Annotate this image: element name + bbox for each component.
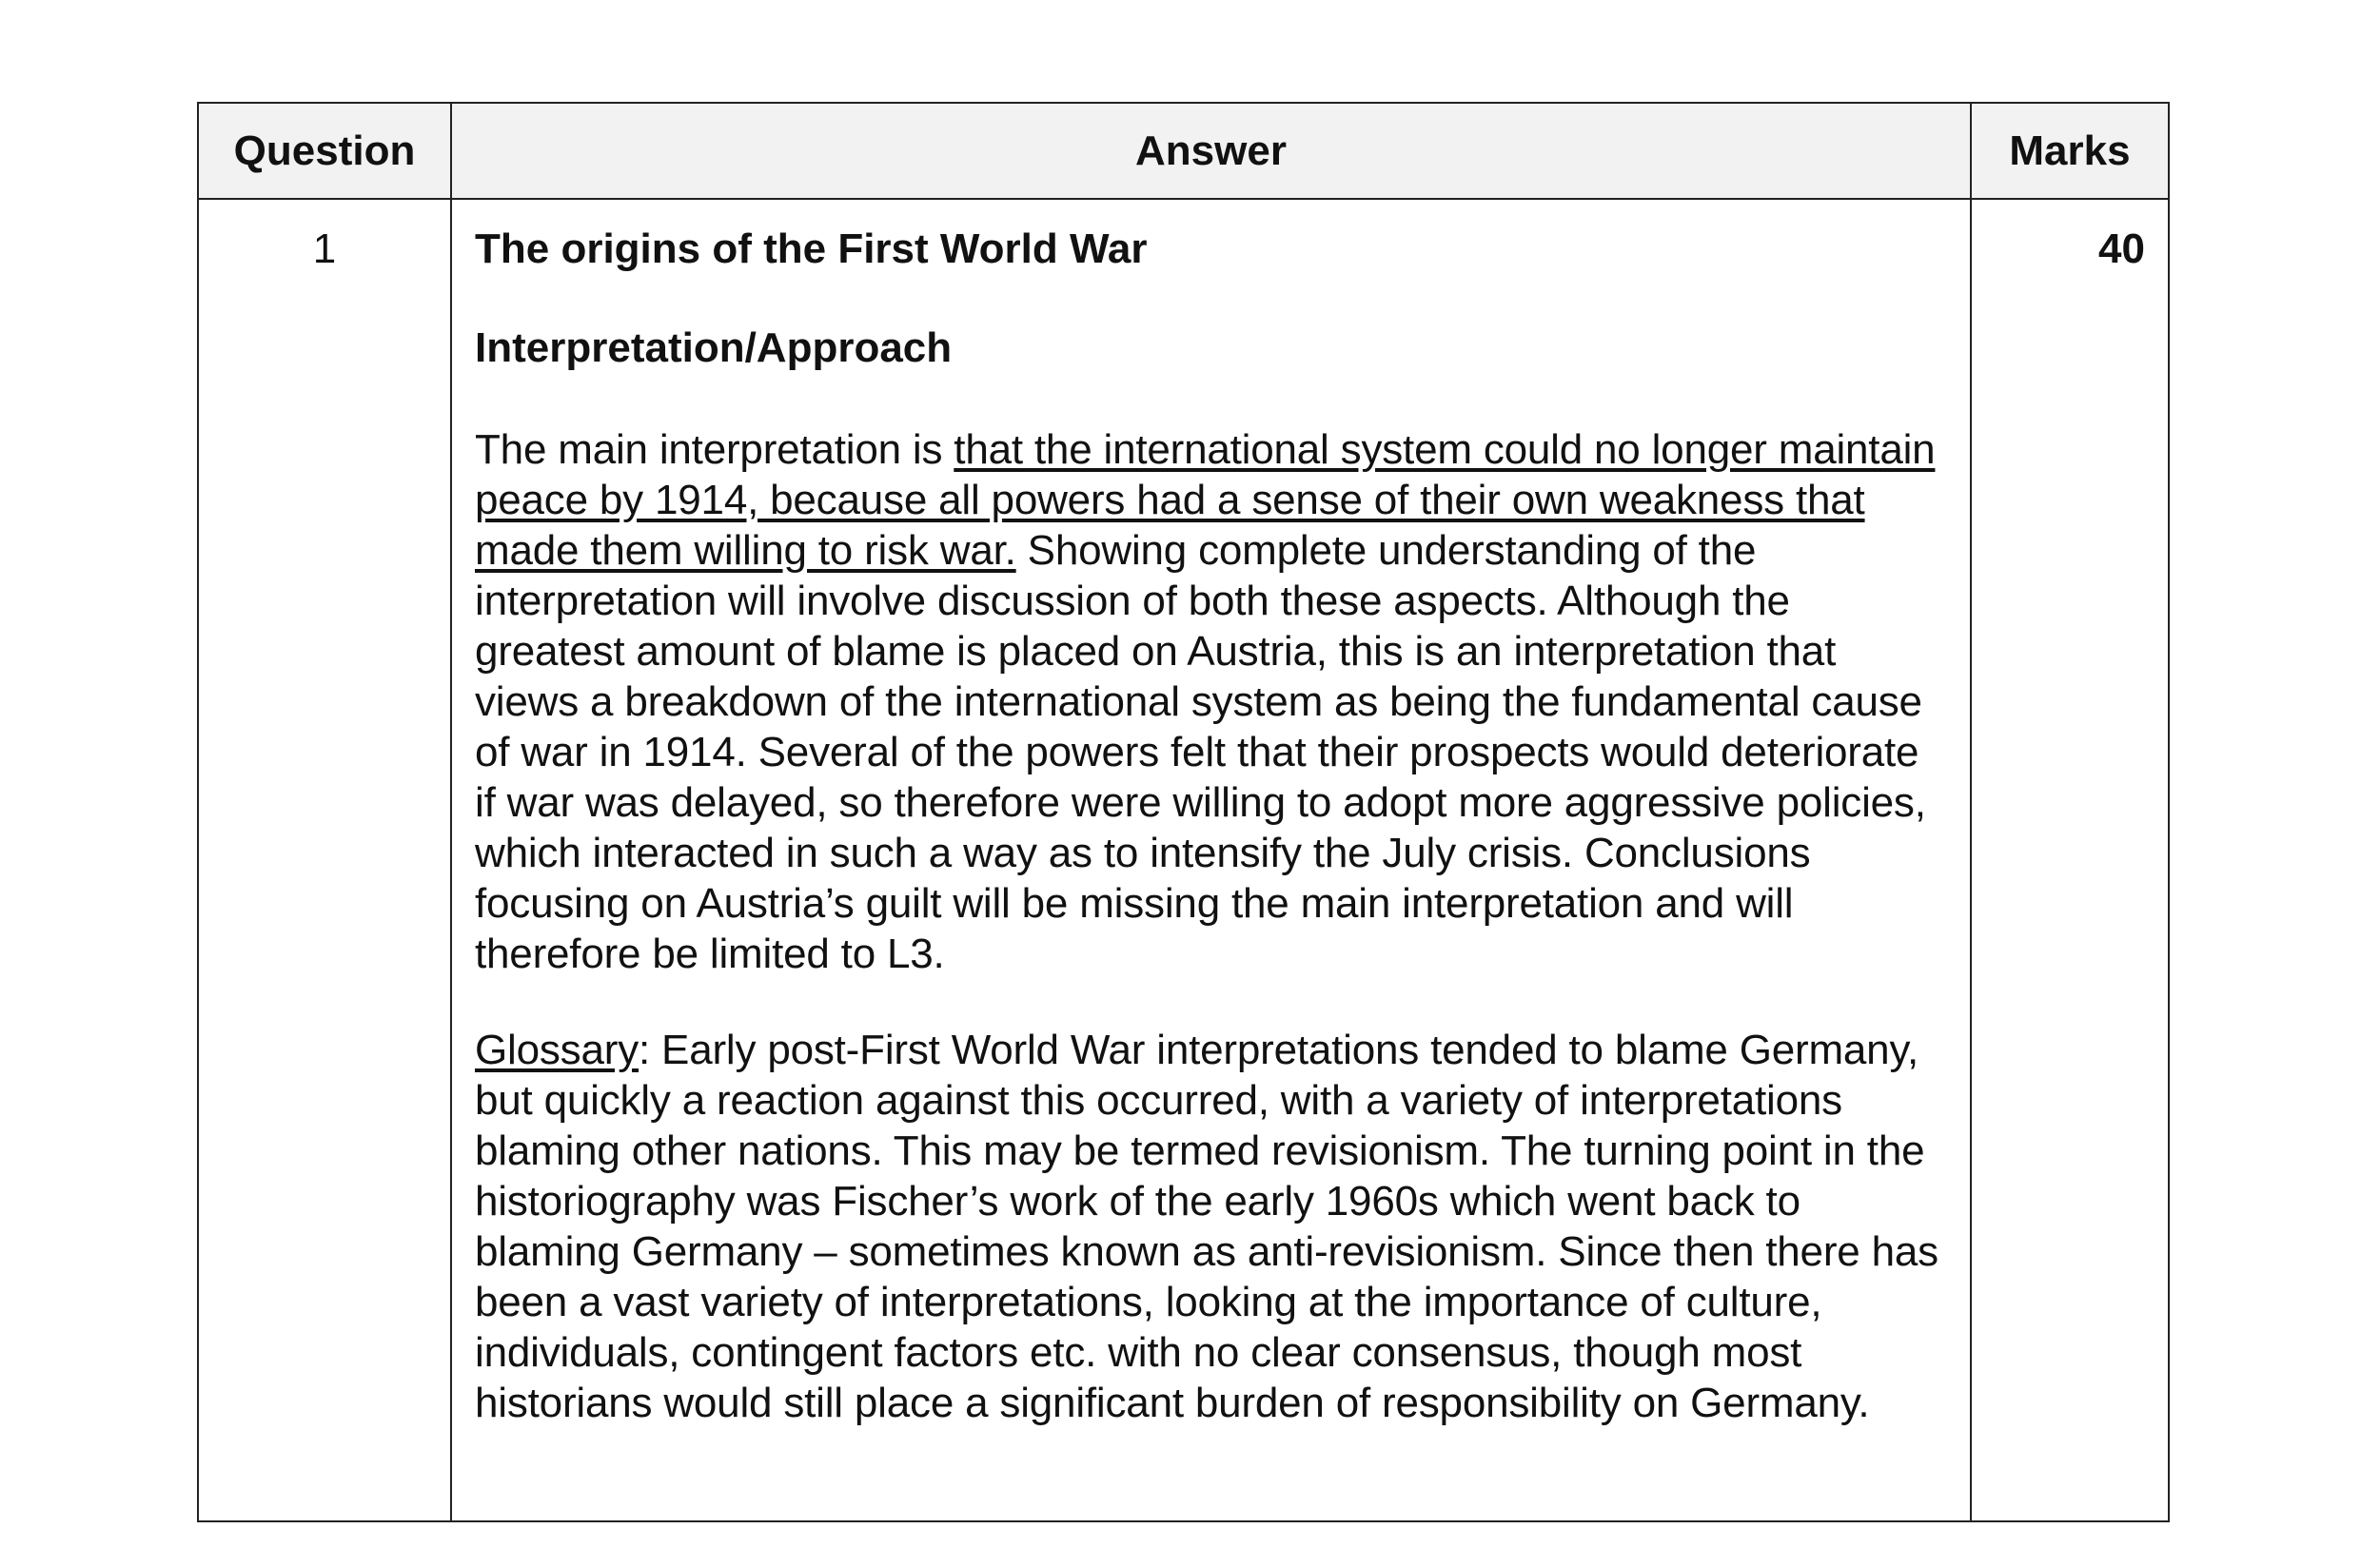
interpretation-underlined: that the international system could no longer maintain peace by 1914, because all powers had a sense of their own weakness that made them willing to risk war. <box>475 426 1936 574</box>
answer-cell <box>451 199 1971 1521</box>
table-row <box>198 199 2169 1521</box>
mark-scheme-table <box>197 102 2170 1522</box>
answer-subheading: Interpretation/Approach <box>475 324 953 371</box>
header-marks: Marks <box>1971 103 2169 199</box>
marks-value: 40 <box>2098 225 2145 272</box>
question-cell <box>198 199 451 1521</box>
question-number: 1 <box>312 225 337 272</box>
table-header-row <box>198 103 2169 199</box>
glossary-label: Glossary <box>475 1027 639 1073</box>
glossary-text: : Early post-First World War interpretations tended to blame Germany, but quickly a reaction against this occurred, with a variety of interpretations blaming other nations. This may be termed revisionism. The turning point in the historiography was Fischer’s work of the early 1960s which went back to blaming Germany – sometimes known as anti-revisionism. Since then there has been a vast variety of interpretations, looking at the importance of culture, individuals, contingent factors etc. with no clear consensus, though most historians would still place a significant burden of responsibility on Germany. <box>475 1027 1938 1426</box>
glossary-paragraph <box>475 1025 1947 1428</box>
interpretation-lead: The main interpretation is <box>475 426 954 473</box>
answer-title: The origins of the First World War <box>475 225 1148 272</box>
interpretation-paragraph <box>475 424 1947 979</box>
header-answer: Answer <box>451 103 1971 199</box>
marks-cell <box>1971 199 2169 1521</box>
interpretation-rest: Showing complete understanding of the interpretation will involve discussion of both these aspects. Although the greatest amount of blame is placed on Austria, this is an interpretation that views a breakdown of the international system as being the fundamental cause of war in 1914. Several of the powers felt that their prospects would deteriorate if war was delayed, so therefore were willing to adopt more aggressive policies, which interacted in such a way as to intensify the July crisis. Conclusions focusing on Austria’s guilt will be missing the main interpretation and will therefore be limited to L3. <box>475 527 1926 977</box>
header-question: Question <box>198 103 451 199</box>
